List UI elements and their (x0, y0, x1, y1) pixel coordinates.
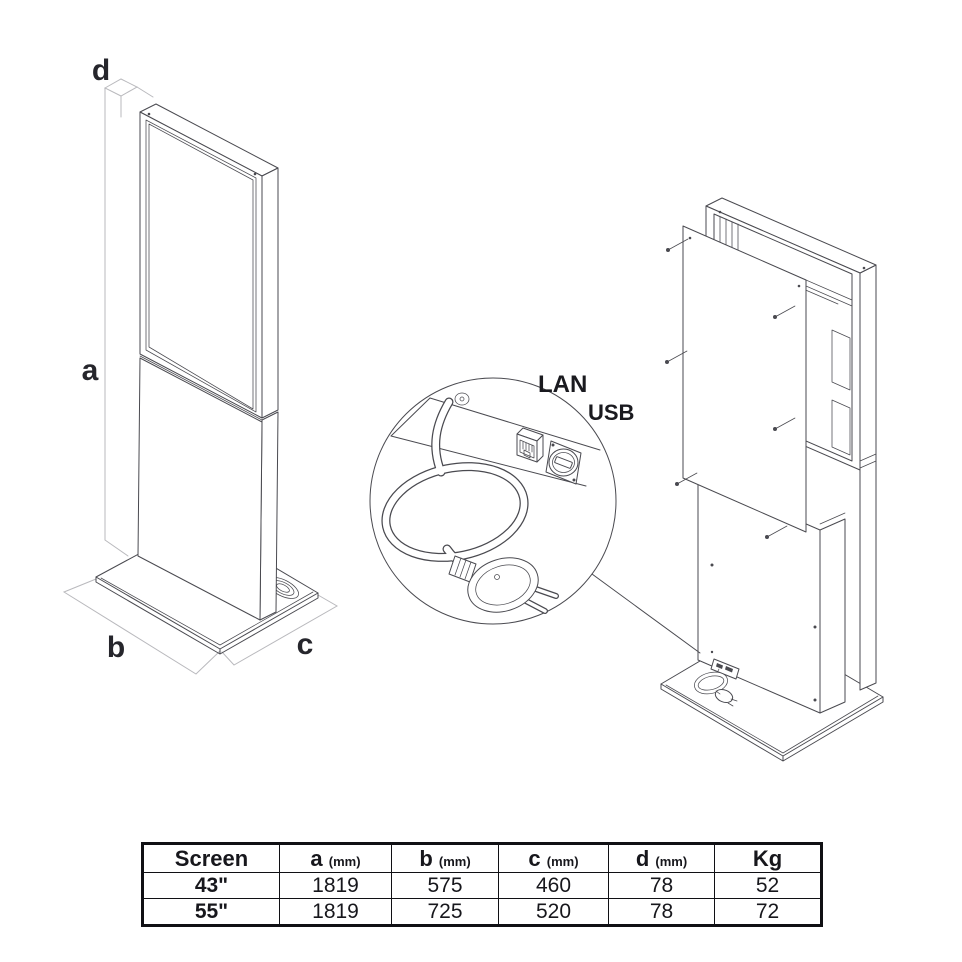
header-kg: Kg (715, 844, 822, 873)
back-panel-exploded (683, 226, 806, 532)
cell-a: 1819 (280, 873, 392, 899)
dimensions-table (141, 842, 820, 927)
table-header-row (143, 844, 822, 873)
cell-kg: 72 (715, 899, 822, 926)
header-c: c (mm) (499, 844, 609, 873)
label-height-a: a (81, 354, 99, 387)
label-width-b: b (106, 631, 126, 664)
label-usb: USB (588, 400, 635, 425)
header-a: a (mm) (280, 844, 392, 873)
kiosk-front-isometric (64, 54, 337, 674)
cell-c: 460 (499, 873, 609, 899)
cell-screen: 55" (143, 899, 280, 926)
header-d: d (mm) (609, 844, 715, 873)
cell-b: 575 (392, 873, 499, 899)
cell-kg: 52 (715, 873, 822, 899)
label-depth-c: c (296, 628, 314, 661)
label-lan: LAN (538, 371, 588, 398)
cell-d: 78 (609, 899, 715, 926)
cell-a: 1819 (280, 899, 392, 926)
header-screen: Screen (143, 844, 280, 873)
detail-leader-line (592, 574, 700, 653)
header-b: b (mm) (392, 844, 499, 873)
cell-b: 725 (392, 899, 499, 926)
kiosk-rear-exploded (661, 198, 883, 761)
cell-screen: 43" (143, 873, 280, 899)
label-depth-d: d (91, 54, 111, 87)
cell-c: 520 (499, 899, 609, 926)
table-row-55 (143, 899, 822, 926)
cell-d: 78 (609, 873, 715, 899)
connection-detail-circle (370, 371, 634, 624)
table-row-43 (143, 873, 822, 899)
